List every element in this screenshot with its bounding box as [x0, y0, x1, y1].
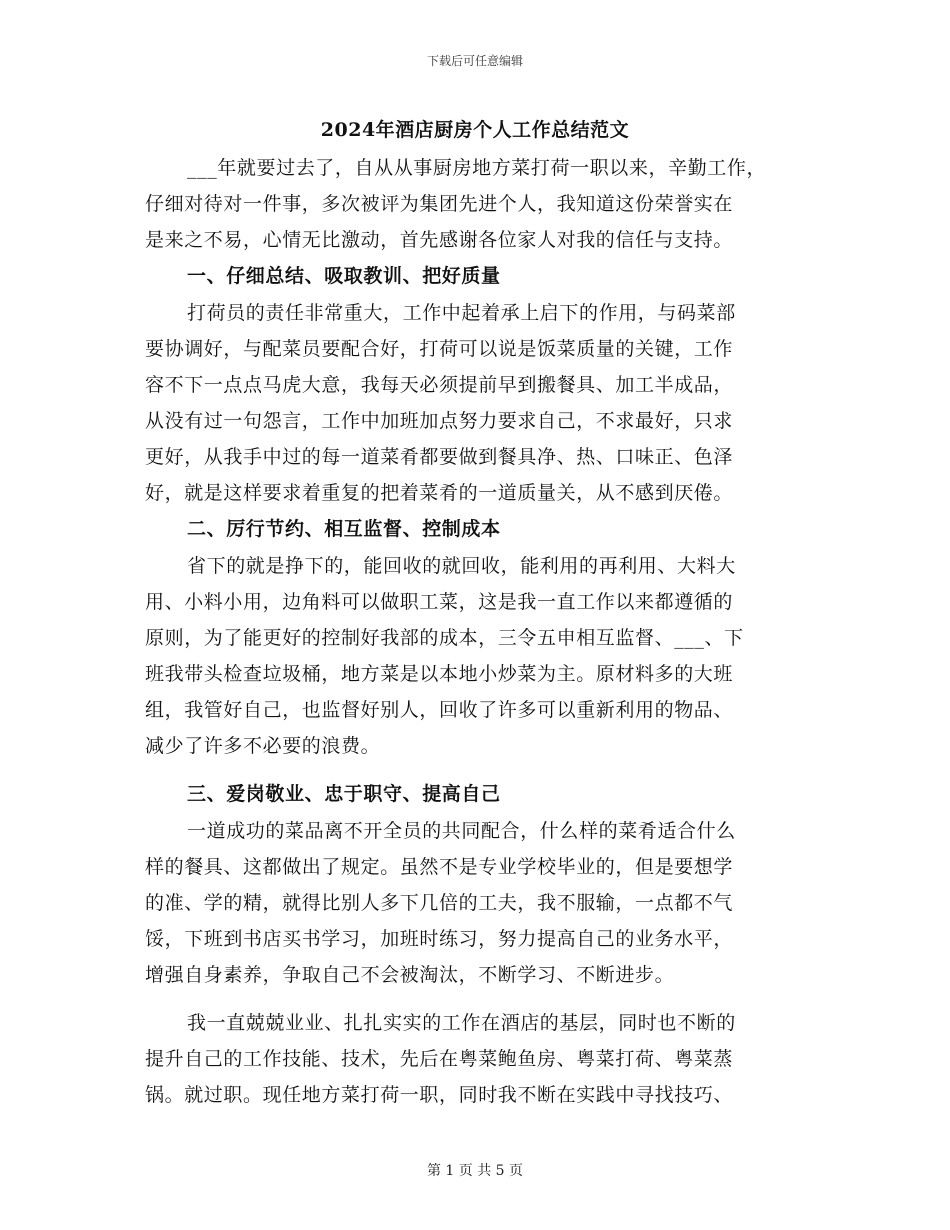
paragraph-line: 馁，下班到书店买书学习，加班时练习，努力提高自己的业务水平，: [145, 928, 734, 950]
paragraph-line: 容不下一点点马虎大意，我每天必须提前早到搬餐具、加工半成品，: [145, 374, 734, 396]
page-header-note: 下载后可任意编辑: [426, 54, 523, 68]
paragraph-line: 更好，从我手中过的每一道菜肴都要做到餐具净、热、口味正、色泽: [145, 446, 734, 468]
section-heading-2: 二、厉行节约、相互监督、控制成本: [187, 518, 501, 540]
page-number: 第 1 页 共 5 页: [426, 1163, 524, 1179]
section-gap: [145, 764, 825, 776]
paragraph-line: 原则，为了能更好的控制好我部的成本，三令五申相互监督、___、下: [145, 627, 744, 649]
section-gap: [145, 993, 825, 1005]
paragraph-line: 省下的就是挣下的，能回收的就回收，能利用的再利用、大料大: [187, 555, 736, 577]
paragraph-line: 增强自身素养，争取自己不会被淘汰，不断学习、不断进步。: [145, 964, 675, 986]
paragraph-line: 班我带头检查垃圾桶，地方菜是以本地小炒菜为主。原材料多的大班: [145, 663, 734, 685]
section-2-paragraph: [145, 548, 825, 764]
paragraph-line: 用、小料小用，边角料可以做职工菜，这是我一直工作以来都遵循的: [145, 591, 734, 613]
section-3-paragraph: [145, 813, 825, 993]
paragraph-line: 好，就是这样要求着重复的把着菜肴的一道质量关，从不感到厌倦。: [145, 482, 734, 504]
paragraph-line: 锅。就过职。现任地方菜打荷一职，同时我不断在实践中寻找技巧、: [145, 1084, 734, 1106]
paragraph-line: 组，我管好自己，也监督好别人，回收了许多可以重新利用的物品、: [145, 699, 734, 721]
paragraph-line: 打荷员的责任非常重大，工作中起着承上启下的作用，与码菜部: [187, 302, 736, 324]
paragraph-line: 提升自己的工作技能、技术，先后在粤菜鲍鱼房、粤菜打荷、粤菜蒸: [145, 1048, 734, 1070]
paragraph-line: ___年就要过去了，自从从事厨房地方菜打荷一职以来，辛勤工作，: [187, 157, 767, 179]
paragraph-line: 减少了许多不必要的浪费。: [145, 735, 381, 757]
document-body: [145, 150, 825, 1113]
section-1-paragraph: [145, 295, 825, 511]
paragraph-line: 从没有过一句怨言，工作中加班加点努力要求自己，不求最好，只求: [145, 410, 734, 432]
section-heading-3: 三、爱岗敬业、忠于职守、提高自己: [187, 783, 501, 805]
paragraph-line: 一道成功的菜品离不开全员的共同配合，什么样的菜肴适合什么: [187, 820, 736, 842]
intro-paragraph: [145, 150, 825, 258]
section-heading-1: 一、仔细总结、吸取教训、把好质量: [187, 265, 501, 287]
document-title: 2024年酒店厨房个人工作总结范文: [320, 119, 630, 141]
paragraph-line: 样的餐具、这都做出了规定。虽然不是专业学校毕业的，但是要想学: [145, 856, 734, 878]
paragraph-line: 要协调好，与配菜员要配合好，打荷可以说是饭菜质量的关键，工作: [145, 338, 734, 360]
paragraph-line: 我一直兢兢业业、扎扎实实的工作在酒店的基层，同时也不断的: [187, 1012, 736, 1034]
paragraph-line: 仔细对待对一件事，多次被评为集团先进个人，我知道这份荣誉实在: [145, 193, 734, 215]
paragraph-line: 的准、学的精，就得比别人多下几倍的工夫，我不服输，一点都不气: [145, 892, 734, 914]
closing-paragraph: [145, 1005, 825, 1113]
paragraph-line: 是来之不易，心情无比激动，首先感谢各位家人对我的信任与支持。: [145, 229, 734, 251]
